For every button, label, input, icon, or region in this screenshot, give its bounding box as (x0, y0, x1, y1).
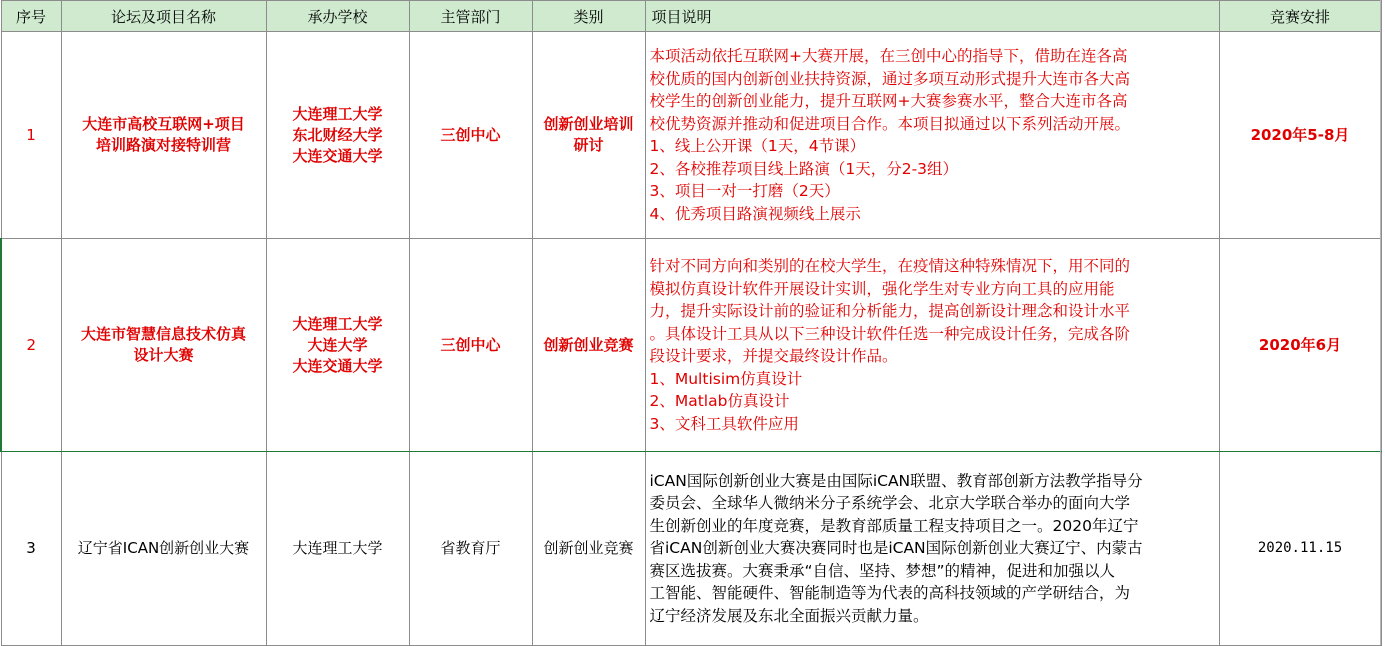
name-line: 大连市智慧信息技术仿真 (80, 325, 246, 343)
school-line: 大连交通大学 (292, 146, 383, 165)
name-line: 设计大赛 (133, 346, 194, 364)
cell-seq[interactable]: 3 (1, 452, 61, 646)
category-line: 创新创业培训 (543, 115, 634, 133)
school-line: 大连理工大学 (292, 539, 383, 557)
name-line: 辽宁省ICAN创新创业大赛 (77, 539, 250, 557)
cell-desc[interactable] (645, 452, 1219, 646)
desc-line: 1、线上公开课（1天，4节课） (649, 137, 866, 155)
cell-category[interactable] (532, 239, 645, 452)
desc-line: 辽宁经济发展及东北全面振兴贡献力量。 (649, 606, 929, 625)
cell-desc[interactable] (645, 32, 1219, 239)
category-line: 创新创业竞赛 (543, 539, 634, 557)
desc-line: 本项活动依托互联网+大赛开展，在三创中心的指导下，借助在连各高 (649, 47, 1128, 65)
desc-line: 校优质的国内创新创业扶持资源，通过多项互动形式提升大连市各大高 (649, 69, 1131, 88)
desc-line: 2、Matlab仿真设计 (649, 392, 790, 410)
cell-seq[interactable]: 2 (1, 239, 61, 452)
desc-line: 赛区选拔赛。大赛秉承“自信、坚持、梦想”的精神，促进和加强以人 (649, 561, 1116, 580)
cell-name[interactable] (61, 452, 266, 646)
header-category[interactable]: 类别 (532, 1, 645, 32)
desc-line: iCAN国际创新创业大赛是由国际iCAN联盟、教育部创新方法教学指导分 (649, 471, 1143, 490)
cell-schedule[interactable]: 2020年6月 (1219, 239, 1381, 452)
desc-line: 针对不同方向和类别的在校大学生，在疫情这种特殊情况下，用不同的 (649, 257, 1131, 275)
name-line: 培训路演对接特训营 (95, 136, 231, 154)
desc-line: 委员会、全球华人微纳米分子系统学会、北京大学联合举办的面向大学 (649, 494, 1131, 513)
cell-dept[interactable]: 三创中心 (409, 32, 532, 239)
cell-category[interactable] (532, 32, 645, 239)
table-row (1, 452, 1381, 646)
cell-name[interactable] (61, 239, 266, 452)
cell-school[interactable] (266, 32, 409, 239)
desc-line: 3、项目一对一打磨（2天） (649, 182, 840, 200)
desc-line: 模拟仿真设计软件开展设计实训，强化学生对专业方向工具的应用能 (649, 279, 1115, 298)
header-name[interactable]: 论坛及项目名称 (61, 1, 266, 32)
cell-schedule[interactable]: 2020.11.15 (1219, 452, 1381, 646)
school-line: 大连交通大学 (292, 356, 383, 375)
cell-category[interactable] (532, 452, 645, 646)
desc-line: 力，提升实际设计前的验证和分析能力，提高创新设计理念和设计水平 (649, 302, 1131, 320)
category-line: 创新创业竞赛 (543, 335, 634, 354)
header-desc[interactable]: 项目说明 (645, 1, 1219, 32)
cell-dept[interactable]: 三创中心 (409, 239, 532, 452)
cell-name[interactable] (61, 32, 266, 239)
cell-desc[interactable] (645, 239, 1219, 452)
desc-line: 4、优秀项目路演视频线上展示 (649, 204, 861, 223)
header-schedule[interactable]: 竞赛安排 (1219, 1, 1381, 32)
school-line: 大连理工大学 (292, 104, 383, 123)
header-seq[interactable]: 序号 (1, 1, 61, 32)
school-line: 大连理工大学 (292, 314, 383, 333)
school-line: 大连大学 (307, 335, 368, 354)
category-line: 研讨 (573, 136, 604, 154)
cell-seq[interactable]: 1 (1, 32, 61, 239)
table-row (1, 239, 1381, 452)
desc-line: 工智能、智能硬件、智能制造等为代表的高科技领域的产学研结合，为 (649, 584, 1131, 603)
desc-line: 3、文科工具软件应用 (649, 414, 799, 433)
cell-dept[interactable]: 省教育厅 (409, 452, 532, 646)
cell-school[interactable] (266, 239, 409, 452)
desc-line: 2、各校推荐项目线上路演（1天，分2-3组） (649, 159, 959, 178)
grid-edge (1380, 0, 1385, 645)
header-row (1, 1, 1381, 32)
cell-school[interactable] (266, 452, 409, 646)
table-row (1, 32, 1381, 239)
desc-line: 校优势资源并推动和促进项目合作。本项目拟通过以下系列活动开展。 (649, 114, 1131, 133)
desc-line: 省iCAN创新创业大赛决赛同时也是iCAN国际创新创业大赛辽宁、内蒙古 (649, 539, 1143, 558)
desc-line: 段设计要求，并提交最终设计作品。 (649, 347, 898, 365)
header-school[interactable]: 承办学校 (266, 1, 409, 32)
school-line: 东北财经大学 (292, 125, 383, 144)
desc-line: 。具体设计工具从以下三种设计软件任选一种完成设计任务，完成各阶 (649, 324, 1131, 343)
desc-line: 生创新创业的年度竞赛，是教育部质量工程支持项目之一。2020年辽宁 (649, 516, 1139, 535)
name-line: 大连市高校互联网+项目 (82, 115, 245, 133)
header-dept[interactable]: 主管部门 (409, 1, 532, 32)
desc-line: 校学生的创新创业能力，提升互联网+大赛参赛水平，整合大连市各高 (649, 92, 1128, 110)
desc-line: 1、Multisim仿真设计 (649, 369, 803, 388)
cell-schedule[interactable]: 2020年5-8月 (1219, 32, 1381, 239)
